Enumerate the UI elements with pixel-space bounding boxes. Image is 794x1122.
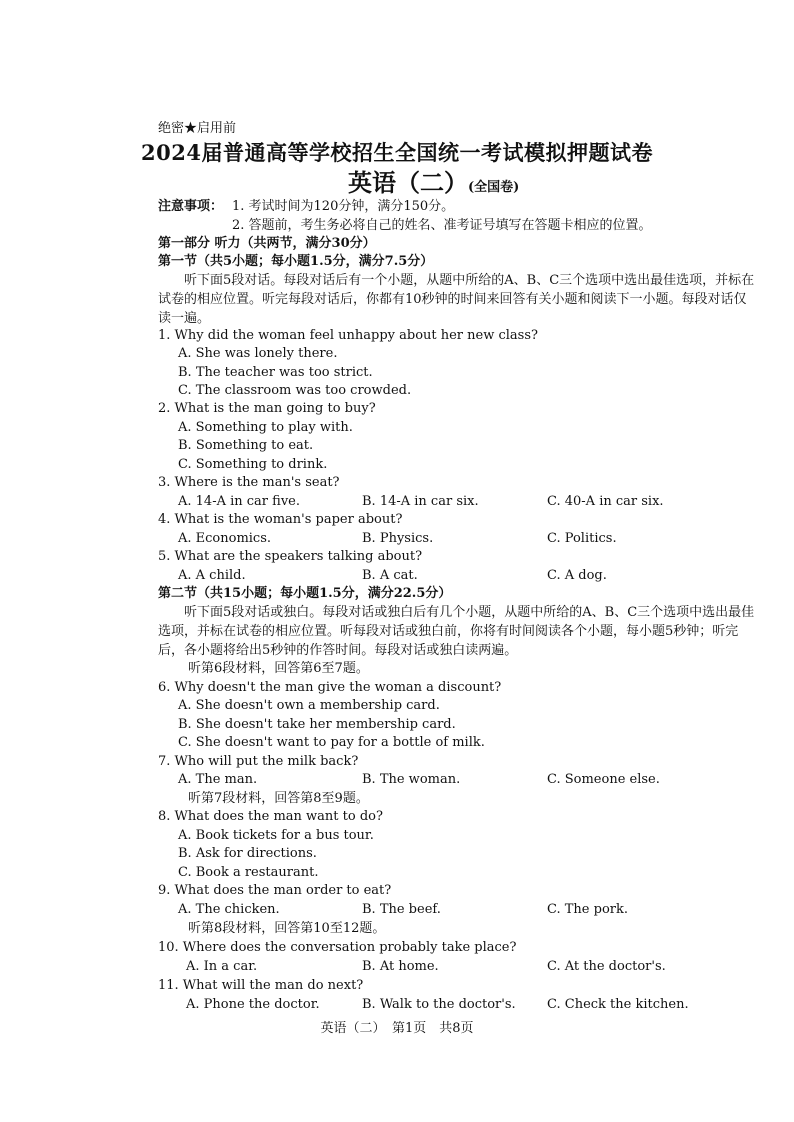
question-7-option-c: C. Someone else. [547, 772, 660, 787]
question-9-option-a: A. The chicken. [178, 902, 280, 917]
question-9-option-b: B. The beef. [362, 902, 441, 917]
question-6-option-a: A. She doesn't own a membership card. [178, 698, 440, 713]
question-5-stem: 5. What are the speakers talking about? [158, 549, 423, 564]
question-8-option-b: B. Ask for directions. [178, 846, 317, 861]
question-5-option-c: C. A dog. [547, 568, 607, 583]
question-5-option-b: B. A cat. [362, 568, 418, 583]
question-1-stem: 1. Why did the woman feel unhappy about her new class? [158, 328, 538, 343]
question-8-option-c: C. Book a restaurant. [178, 865, 319, 880]
question-3-option-b: B. 14-A in car six. [362, 494, 479, 509]
question-11-stem: 11. What will the man do next? [158, 978, 364, 993]
notice-item-1: 1. 考试时间为120分钟，满分150分。 [232, 199, 455, 214]
section2-instructions: 听下面5段对话或独白。每段对话或独白后有几个小题，从题中所给的A、B、C三个选项中选出最佳选项，并标在试卷的相应位置。听每段对话或独白前，你将有时间阅读各个小题，每小题5秒钟；听完后，各小题将给出5秒钟的作答时间。每段对话或独白读两遍。 [158, 605, 755, 658]
question-6-stem: 6. Why doesn't the man give the woman a discount? [158, 680, 502, 695]
material-8-note: 听第8段材料，回答第10至12题。 [188, 921, 386, 936]
question-10-option-a: A. In a car. [186, 959, 258, 974]
question-10-option-b: B. At home. [362, 959, 439, 974]
material-6-note: 听第6段材料，回答第6至7题。 [188, 661, 369, 676]
section2-heading: 第二节（共15小题；每小题1.5分，满分22.5分） [158, 586, 452, 601]
material-7-note: 听第7段材料，回答第8至9题。 [188, 791, 369, 806]
question-6-option-b: B. She doesn't take her membership card. [178, 717, 456, 732]
question-2-option-c: C. Something to drink. [178, 457, 328, 472]
question-8-option-a: A. Book tickets for a bus tour. [178, 828, 374, 843]
notice-item-2: 2. 答题前，考生务必将自己的姓名、准考证号填写在答题卡相应的位置。 [232, 218, 652, 233]
question-4-option-b: B. Physics. [362, 531, 434, 546]
question-7-stem: 7. Who will put the milk back? [158, 754, 359, 769]
question-10-option-c: C. At the doctor's. [547, 959, 666, 974]
question-5-option-a: A. A child. [178, 568, 246, 583]
question-1-option-b: B. The teacher was too strict. [178, 365, 373, 380]
question-9-option-c: C. The pork. [547, 902, 628, 917]
question-11-option-b: B. Walk to the doctor's. [362, 997, 516, 1012]
question-9-stem: 9. What does the man order to eat? [158, 883, 392, 898]
page-footer: 英语（二） 第1页 共8页 [320, 1021, 474, 1036]
question-7-option-a: A. The man. [178, 772, 258, 787]
subject-note: (全国卷) [468, 180, 520, 195]
exam-title: 2024届普通高等学校招生全国统一考试模拟押题试卷 [141, 140, 653, 165]
question-11-option-a: A. Phone the doctor. [186, 997, 320, 1012]
section1-heading: 第一节（共5小题；每小题1.5分，满分7.5分） [158, 254, 434, 269]
question-10-stem: 10. Where does the conversation probably take place? [158, 940, 517, 955]
question-2-option-a: A. Something to play with. [178, 420, 353, 435]
subject-name: 英语（二） [348, 168, 468, 197]
question-4-option-c: C. Politics. [547, 531, 617, 546]
question-2-option-b: B. Something to eat. [178, 438, 314, 453]
part1-heading: 第一部分 听力（共两节，满分30分） [158, 236, 376, 251]
question-6-option-c: C. She doesn't want to pay for a bottle of milk. [178, 735, 485, 750]
question-2-stem: 2. What is the man going to buy? [158, 401, 376, 416]
question-1-option-c: C. The classroom was too crowded. [178, 383, 412, 398]
confidential-mark: 绝密★启用前 [158, 121, 237, 136]
question-7-option-b: B. The woman. [362, 772, 461, 787]
notice-label: 注意事项： [158, 199, 224, 214]
question-3-stem: 3. Where is the man's seat? [158, 475, 340, 490]
question-4-option-a: A. Economics. [178, 531, 272, 546]
question-8-stem: 8. What does the man want to do? [158, 809, 383, 824]
question-3-option-a: A. 14-A in car five. [178, 494, 300, 509]
question-1-option-a: A. She was lonely there. [178, 346, 338, 361]
question-11-option-c: C. Check the kitchen. [547, 997, 689, 1012]
section1-instructions: 听下面5段对话。每段对话后有一个小题，从题中所给的A、B、C三个选项中选出最佳选项，并标在试卷的相应位置。听完每段对话后，你都有10秒钟的时间来回答有关小题和阅读下一小题。每段对话仅读一遍。 [158, 273, 755, 326]
question-3-option-c: C. 40-A in car six. [547, 494, 664, 509]
question-4-stem: 4. What is the woman's paper about? [158, 512, 403, 527]
